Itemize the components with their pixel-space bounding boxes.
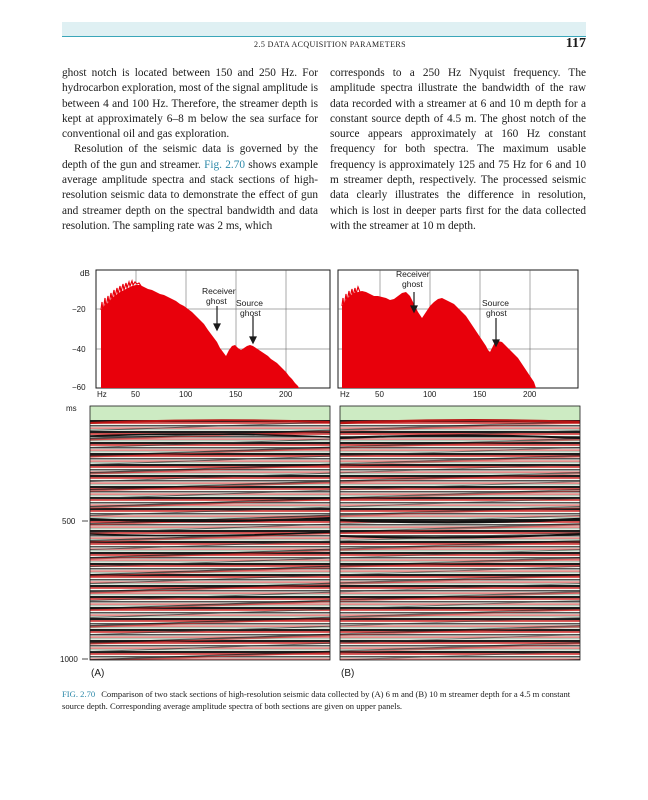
- source-ghost-label-b-line1: Source: [482, 298, 509, 308]
- spectrum-y-tick: −60: [72, 383, 86, 392]
- source-ghost-label-b-line2: ghost: [486, 308, 507, 318]
- spectrum-y-tick: −40: [72, 345, 86, 354]
- receiver-ghost-label-b-line1: Receiver: [396, 269, 430, 279]
- seismic-section-a: [90, 406, 330, 660]
- seismic-section-b: [340, 406, 580, 660]
- spectrum-x-tick-a: 100: [179, 390, 193, 399]
- spectrum-panel-a: [96, 270, 330, 388]
- caption-label: FIG. 2.70: [62, 689, 96, 699]
- figure-caption: [62, 688, 586, 712]
- section-y-unit: ms: [66, 404, 77, 413]
- panel-label-b: (B): [341, 668, 355, 679]
- section-y-tick: 1000: [60, 655, 78, 664]
- spectrum-x-tick-a: 150: [229, 390, 243, 399]
- spectrum-y-unit: dB: [80, 269, 90, 278]
- spectrum-x-unit-b: Hz: [340, 390, 350, 399]
- water-column: [90, 406, 330, 420]
- figure-reference-link[interactable]: Fig. 2.70: [204, 158, 245, 171]
- spectrum-x-tick-a: 200: [279, 390, 293, 399]
- receiver-ghost-label-b-line2: ghost: [402, 279, 423, 289]
- figure-graphic: [58, 266, 588, 686]
- paragraph-text: Resolution of the seismic data is governed by the depth of the gun and streamer.: [62, 143, 318, 171]
- running-head: 2.5 DATA ACQUISITION PARAMETERS: [254, 40, 406, 49]
- caption-text: Comparison of two stack sections of high-resolution seismic data collected by (A) 6 m and (B) 10 m streamer depth for a 4.5 m constant source depth. Corresponding average amplitude spectra of both sections are given on upper panels.: [62, 689, 571, 711]
- figure-2-70: [58, 266, 588, 686]
- spectrum-x-tick-a: 50: [131, 390, 140, 399]
- page-number: 117: [565, 36, 586, 51]
- right-column: [330, 66, 586, 234]
- paragraph: corresponds to a 250 Hz Nyquist frequency. The amplitude spectra illustrate the bandwidth of the raw data recorded with a streamer at 6 and 10 m depth for a constant source depth of 4.5 m. The ghost notch of the source appears approximately at 160 Hz constant frequency for both spectra. The maximum usable frequency is approximately 125 and 75 Hz for 6 and 10 m streamer depth, respectively. The processed seismic data clearly illustrates the difference in resolution, which is lost in deeper parts first for the data collected with the streamer at 10 m depth.: [330, 67, 586, 232]
- source-ghost-label-a-line1: Source: [236, 298, 263, 308]
- left-column: [62, 66, 318, 234]
- spectrum-y-tick: −20: [72, 305, 86, 314]
- section-y-tick: 500: [62, 517, 76, 526]
- source-ghost-label-a-line2: ghost: [240, 308, 261, 318]
- header-rule: [62, 36, 586, 37]
- spectrum-x-tick-b: 200: [523, 390, 537, 399]
- paragraph: ghost notch is located between 150 and 250 Hz. For hydrocarbon exploration, most of the signal amplitude is between 4 and 100 Hz. Therefore, the streamer depth is kept at approximately 6–8 m below the sea surface for conventional oil and gas exploration.: [62, 67, 319, 141]
- spectrum-x-tick-b: 150: [473, 390, 487, 399]
- spectrum-x-tick-b: 50: [375, 390, 384, 399]
- paragraph-text: shows example average amplitude spectra and stack sections of high-resolution seismic data to demonstrate the effect of gun and streamer depth on the spectral bandwidth and data resolution. The sampling rate was 2 ms, which: [62, 158, 319, 232]
- paragraph: [62, 142, 318, 234]
- header-band: [62, 22, 586, 36]
- receiver-ghost-label-a-line2: ghost: [206, 296, 227, 306]
- spectrum-panel-b: [338, 269, 578, 388]
- panel-label-a: (A): [91, 668, 105, 679]
- spectrum-x-tick-b: 100: [423, 390, 437, 399]
- receiver-ghost-label-a-line1: Receiver: [202, 286, 236, 296]
- water-column: [340, 406, 580, 420]
- spectrum-x-unit-a: Hz: [97, 390, 107, 399]
